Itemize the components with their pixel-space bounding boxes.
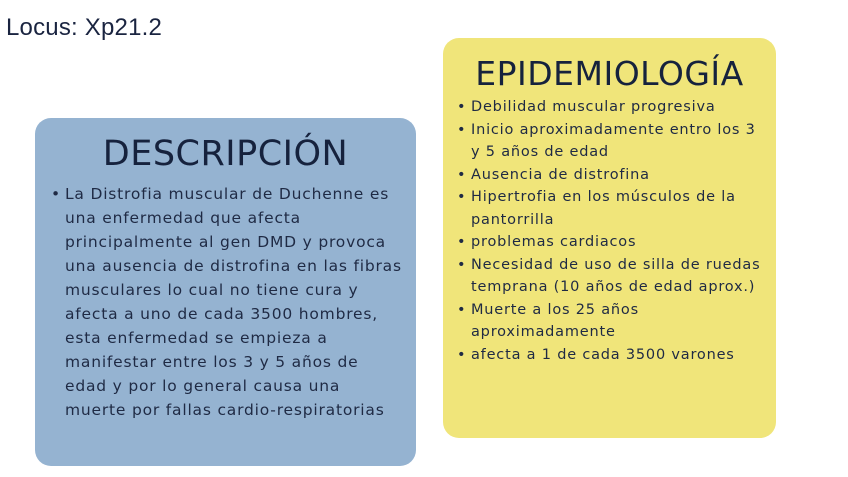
epidemiology-title: EPIDEMIOLOGÍA [475, 54, 744, 93]
epidemiology-item: • Ausencia de distrofina [455, 164, 764, 187]
epidemiology-item: • Muerte a los 25 años aproximadamente [455, 299, 764, 344]
description-item: • La Distrofia muscular de Duchenne es una enfermedad que afecta principalmente al gen DMD y provoca una ausencia de distrofina en las fibras musculares lo cual no tiene cura y afecta a uno de cada 3500 hombres, esta enfermedad se empieza a manifestar entre los 3 y 5 años de edad y por lo general causa una muerte por fallas cardio-respiratorias [49, 182, 402, 422]
epidemiology-item: • Inicio aproximadamente entro los 3 y 5 años de edad [455, 119, 764, 164]
epidemiology-item: • problemas cardiacos [455, 231, 764, 254]
epidemiology-item: • afecta a 1 de cada 3500 varones [455, 344, 764, 367]
epidemiology-item: • Necesidad de uso de silla de ruedas temprana (10 años de edad aprox.) [455, 254, 764, 299]
description-title: DESCRIPCIÓN [102, 134, 349, 174]
epidemiology-list [455, 96, 764, 366]
epidemiology-item: • Hipertrofia en los músculos de la pantorrilla [455, 186, 764, 231]
description-card [35, 118, 416, 466]
description-list [49, 182, 402, 422]
epidemiology-item: • Debilidad muscular progresiva [455, 96, 764, 119]
locus-heading: Locus: Xp21.2 [6, 14, 163, 41]
epidemiology-card [443, 38, 776, 438]
